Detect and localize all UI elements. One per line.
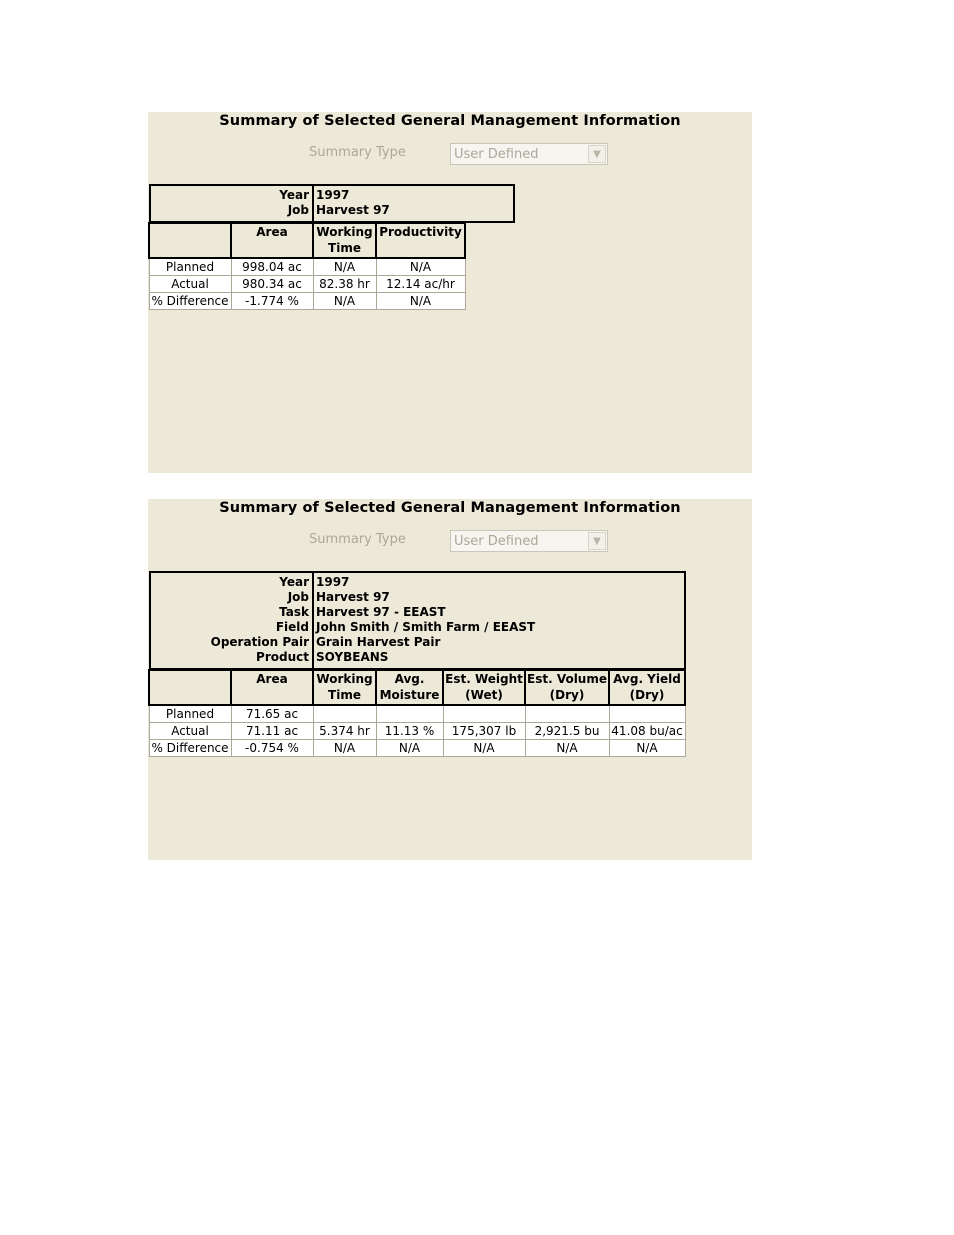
table-row-planned	[149, 258, 465, 276]
header-value-field: John Smith / Smith Farm / EEAST	[316, 620, 536, 634]
cell-working-time	[313, 705, 376, 723]
header-divider	[312, 186, 314, 221]
header-value-operation-pair: Grain Harvest Pair	[316, 635, 441, 649]
chevron-down-icon[interactable]: ▼	[588, 532, 606, 550]
table-row-planned	[149, 705, 685, 723]
cell-est-volume: N/A	[525, 740, 609, 757]
header-label-operation-pair: Operation Pair	[210, 635, 309, 649]
header-label-task: Task	[279, 605, 309, 619]
summary-type-value: User Defined	[454, 147, 539, 162]
header-divider	[312, 573, 314, 668]
column-header-est-volume: Est. Volume (Dry)	[525, 670, 609, 705]
summary-panel-1	[148, 112, 752, 473]
cell-est-weight	[443, 705, 525, 723]
cell-area: -1.774 %	[231, 293, 313, 310]
table-row-difference	[149, 293, 465, 310]
row-label: % Difference	[149, 293, 231, 310]
column-header-avg-yield: Avg. Yield (Dry)	[609, 670, 685, 705]
row-label: Actual	[149, 276, 231, 293]
cell-est-weight: N/A	[443, 740, 525, 757]
header-label-job: Job	[287, 590, 309, 604]
cell-avg-yield	[609, 705, 685, 723]
summary-table	[148, 669, 686, 757]
row-label: Planned	[149, 705, 231, 723]
selection-header	[149, 184, 515, 223]
column-header-blank	[149, 670, 231, 705]
panel-title: Summary of Selected General Management Information	[219, 113, 681, 129]
cell-productivity: N/A	[376, 258, 465, 276]
selection-header	[149, 571, 686, 670]
summary-type-value: User Defined	[454, 534, 539, 549]
cell-est-weight: 175,307 lb	[443, 723, 525, 740]
header-label-year: Year	[279, 575, 309, 589]
header-value-year: 1997	[316, 188, 350, 202]
chevron-down-icon[interactable]: ▼	[588, 145, 606, 163]
cell-avg-moisture	[376, 705, 443, 723]
header-value-product: SOYBEANS	[316, 650, 389, 664]
header-value-year: 1997	[316, 575, 350, 589]
row-label: Actual	[149, 723, 231, 740]
summary-type-dropdown[interactable]	[450, 530, 608, 552]
header-label-job: Job	[287, 203, 309, 217]
table-row-difference	[149, 740, 685, 757]
cell-productivity: N/A	[376, 293, 465, 310]
cell-est-volume	[525, 705, 609, 723]
column-header-blank	[149, 223, 231, 258]
column-header-area: Area	[231, 223, 313, 258]
cell-productivity: 12.14 ac/hr	[376, 276, 465, 293]
table-header-row	[149, 223, 465, 258]
row-label: Planned	[149, 258, 231, 276]
summary-type-dropdown[interactable]	[450, 143, 608, 165]
header-label-year: Year	[279, 188, 309, 202]
cell-working-time: 82.38 hr	[313, 276, 376, 293]
cell-working-time: N/A	[313, 293, 376, 310]
summary-panel-2	[148, 499, 752, 860]
row-label: % Difference	[149, 740, 231, 757]
cell-est-volume: 2,921.5 bu	[525, 723, 609, 740]
cell-area: 71.65 ac	[231, 705, 313, 723]
column-header-area: Area	[231, 670, 313, 705]
column-header-avg-moisture: Avg. Moisture	[376, 670, 443, 705]
header-label-field: Field	[275, 620, 309, 634]
header-value-task: Harvest 97 - EEAST	[316, 605, 446, 619]
table-row-actual	[149, 276, 465, 293]
cell-avg-moisture: N/A	[376, 740, 443, 757]
table-header-row	[149, 670, 685, 705]
summary-type-label: Summary Type	[309, 145, 406, 160]
cell-area: 998.04 ac	[231, 258, 313, 276]
cell-working-time: 5.374 hr	[313, 723, 376, 740]
header-value-job: Harvest 97	[316, 590, 390, 604]
header-label-product: Product	[256, 650, 309, 664]
cell-area: 71.11 ac	[231, 723, 313, 740]
column-header-productivity: Productivity	[376, 223, 465, 258]
panel-title: Summary of Selected General Management Information	[219, 500, 681, 516]
column-header-working-time: Working Time	[313, 670, 376, 705]
column-header-working-time: Working Time	[313, 223, 376, 258]
cell-avg-yield: N/A	[609, 740, 685, 757]
summary-type-label: Summary Type	[309, 532, 406, 547]
table-row-actual	[149, 723, 685, 740]
header-value-job: Harvest 97	[316, 203, 390, 217]
cell-working-time: N/A	[313, 740, 376, 757]
cell-avg-yield: 41.08 bu/ac	[609, 723, 685, 740]
column-header-est-weight: Est. Weight (Wet)	[443, 670, 525, 705]
cell-area: -0.754 %	[231, 740, 313, 757]
cell-working-time: N/A	[313, 258, 376, 276]
cell-avg-moisture: 11.13 %	[376, 723, 443, 740]
cell-area: 980.34 ac	[231, 276, 313, 293]
summary-table	[148, 222, 466, 310]
